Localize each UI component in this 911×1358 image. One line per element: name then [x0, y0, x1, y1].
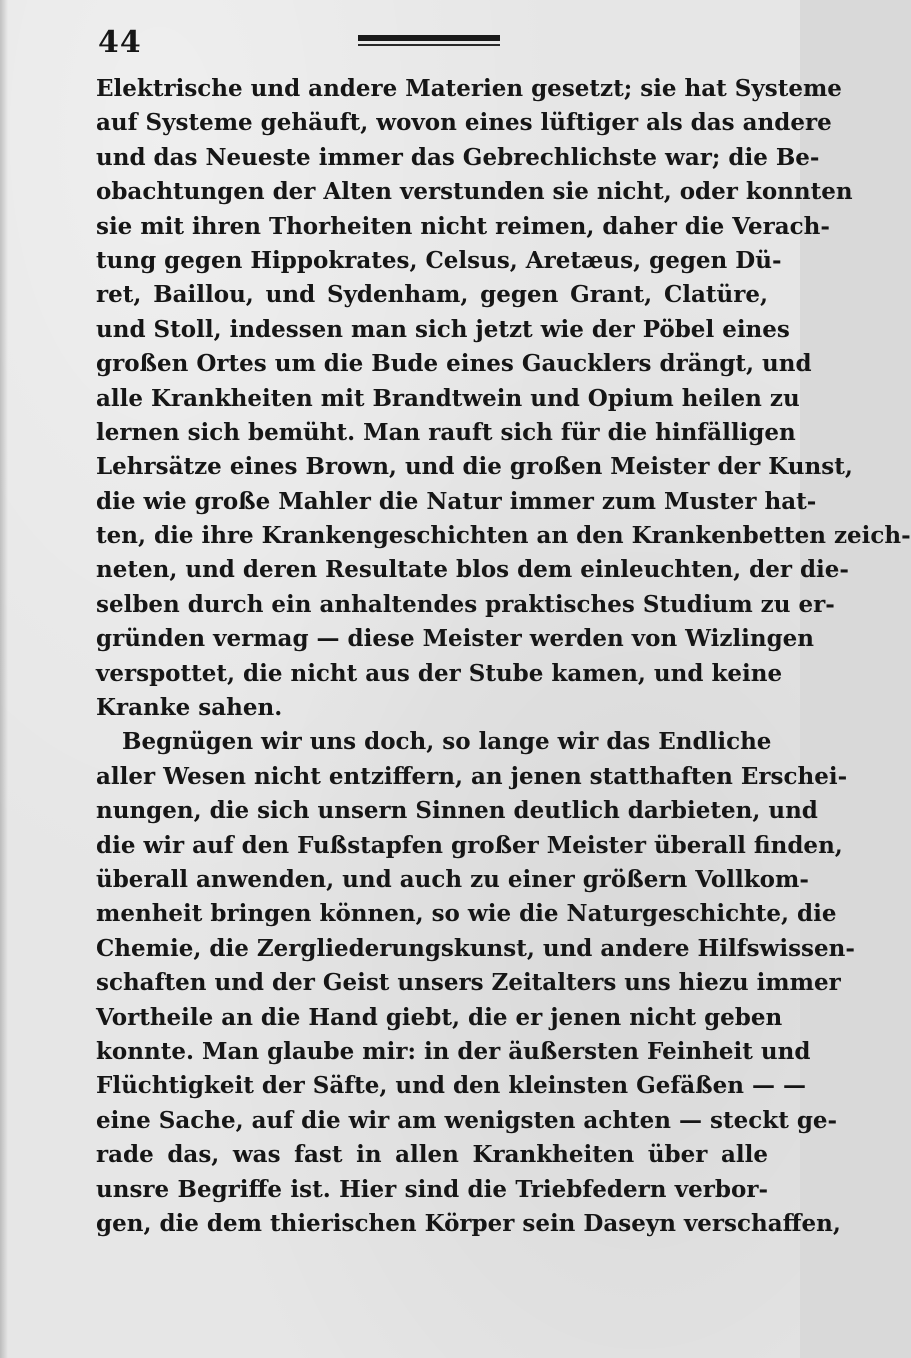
text-line: Lehrsätze eines Brown, und die großen Meister der Kunst,	[96, 453, 853, 481]
text-line: alle Krankheiten mit Brandtwein und Opium heilen zu	[96, 384, 800, 412]
text-line: auf Systeme gehäuft, wovon eines lüftiger als das andere	[96, 109, 832, 137]
text-line: überall anwenden, und auch zu einer größern Vollkom-	[96, 865, 809, 893]
ornament-thick-bar	[358, 35, 500, 41]
text-line: ten, die ihre Krankengeschichten an den Krankenbetten zeich-	[96, 522, 911, 550]
ornament-thin-bar	[358, 44, 500, 46]
page-number: 44	[98, 25, 142, 60]
text-line: obachtungen der Alten verstunden sie nicht, oder konnten	[96, 178, 853, 206]
text-line: menheit bringen können, so wie die Naturgeschichte, die	[96, 900, 837, 928]
body-text	[96, 72, 911, 1241]
text-line: Vortheile an die Hand giebt, die er jenen nicht geben	[96, 1003, 783, 1031]
text-line: tung gegen Hippokrates, Celsus, Aretæus, gegen Dü-	[96, 246, 782, 274]
paragraph-start-line: Begnügen wir uns doch, so lange wir das Endliche	[122, 728, 772, 756]
text-line: die wir auf den Fußstapfen großer Meister überall finden,	[96, 831, 843, 859]
paragraph-end-line: Kranke sahen.	[96, 694, 283, 722]
text-line: neten, und deren Resultate blos dem einleuchten, der die-	[96, 556, 849, 584]
text-line: rade das, was fast in allen Krankheiten über alle	[96, 1141, 768, 1169]
text-line: Chemie, die Zergliederungskunst, und andere Hilfswissen-	[96, 934, 855, 962]
text-line: die wie große Mahler die Natur immer zum Muster hat-	[96, 487, 817, 515]
text-line: großen Ortes um die Bude eines Gaucklers drängt, und	[96, 350, 812, 378]
header-ornament-rule	[358, 34, 500, 47]
text-line: lernen sich bemüht. Man rauft sich für die hinfälligen	[96, 418, 796, 446]
text-line: schaften und der Geist unsers Zeitalters uns hiezu immer	[96, 969, 841, 997]
text-line: gen, die dem thierischen Körper sein Daseyn verschaffen,	[96, 1209, 841, 1237]
text-line: gründen vermag — diese Meister werden von Wizlingen	[96, 625, 815, 653]
text-line: nungen, die sich unsern Sinnen deutlich darbieten, und	[96, 797, 818, 825]
text-line: eine Sache, auf die wir am wenigsten achten — steckt ge-	[96, 1106, 838, 1134]
text-line: sie mit ihren Thorheiten nicht reimen, daher die Verach-	[96, 212, 830, 240]
text-line: und Stoll, indessen man sich jetzt wie der Pöbel eines	[96, 315, 790, 343]
text-line: verspottet, die nicht aus der Stube kamen, und keine	[96, 659, 783, 687]
text-line: und das Neueste immer das Gebrechlichste war; die Be-	[96, 143, 820, 171]
text-line: Elektrische und andere Materien gesetzt; sie hat Systeme	[96, 75, 842, 102]
text-line: konnte. Man glaube mir: in der äußersten Feinheit und	[96, 1037, 811, 1065]
text-line: aller Wesen nicht entziffern, an jenen statthaften Erschei-	[96, 762, 848, 790]
text-line: selben durch ein anhaltendes praktisches Studium zu er-	[96, 590, 835, 618]
text-line: unsre Begriffe ist. Hier sind die Triebfedern verbor-	[96, 1175, 768, 1203]
text-line: ret, Baillou, und Sydenham, gegen Grant, Clatüre,	[96, 281, 768, 309]
text-line: Flüchtigkeit der Säfte, und den kleinsten Gefäßen — —	[96, 1072, 807, 1100]
